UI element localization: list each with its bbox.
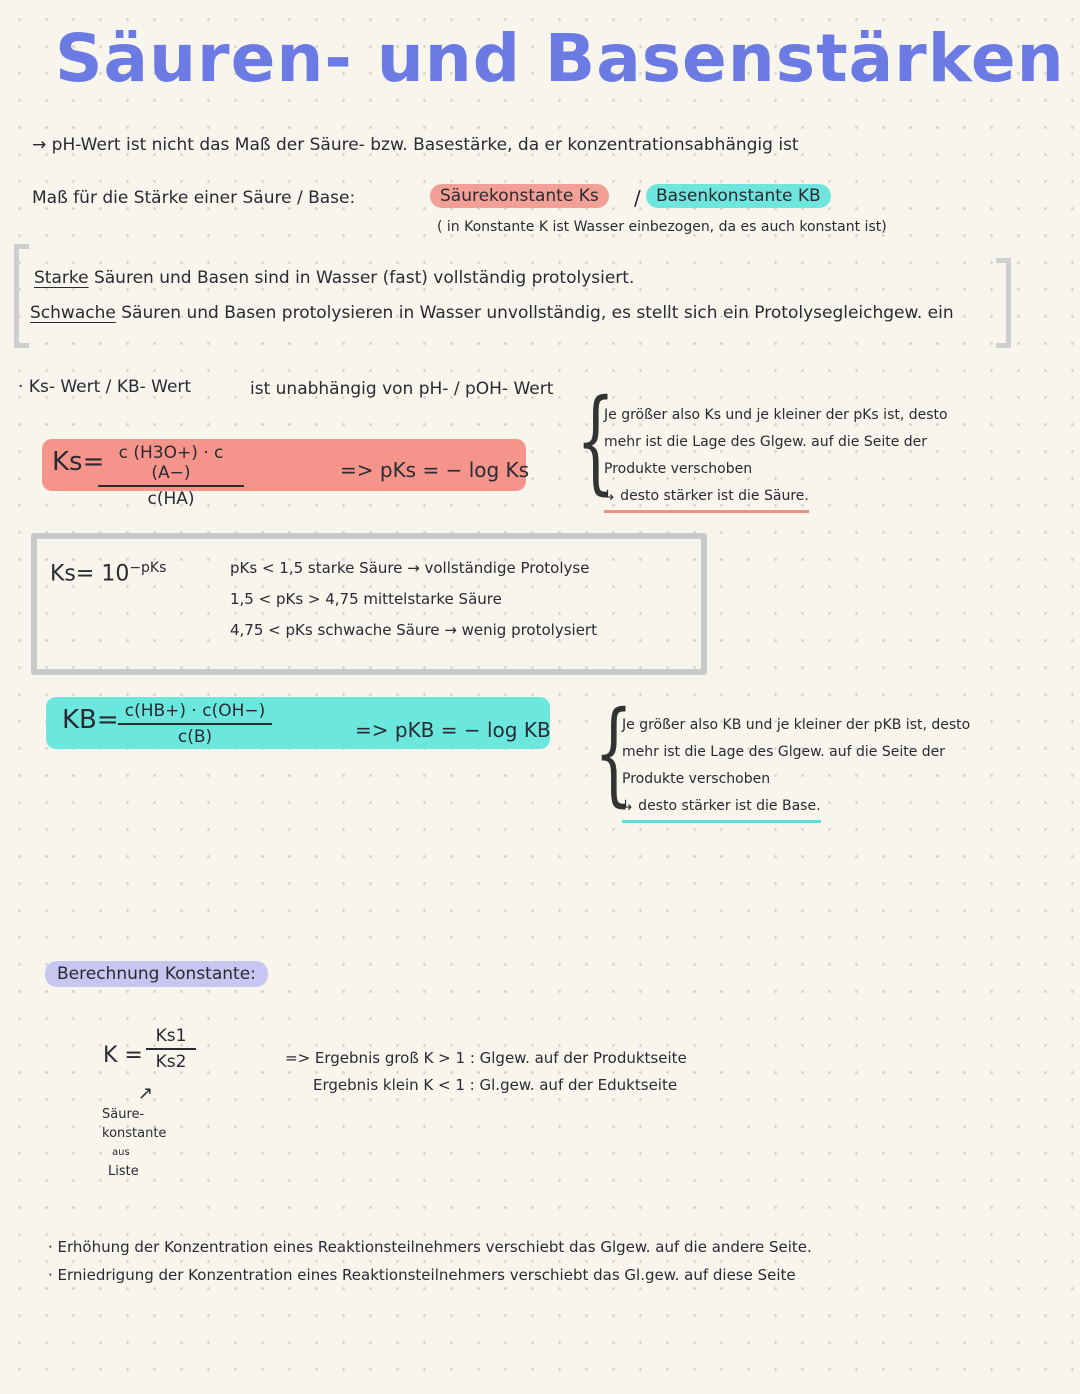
kb-lhs: KB=: [62, 705, 119, 735]
k-denominator: Ks2: [146, 1048, 196, 1072]
slash-divider: /: [634, 186, 641, 210]
kb-note-line2: mehr ist die Lage des Glgew. auf die Seite der: [622, 744, 946, 760]
pks-row-medium: 1,5 < pKs > 4,75 mittelstarke Säure: [230, 590, 502, 608]
ks-lhs: Ks=: [52, 447, 105, 477]
k-label-3: aus: [112, 1147, 130, 1158]
k-label-4: Liste: [108, 1164, 139, 1179]
ks-wert-label: · Ks- Wert / KB- Wert: [18, 377, 192, 397]
k-fraction: [146, 1026, 196, 1072]
k-label-1: Säure-: [102, 1107, 145, 1122]
weak-word: Schwache: [30, 303, 116, 323]
pks-row-weak: 4,75 < pKs schwache Säure → wenig protolysiert: [230, 621, 597, 639]
right-bracket: [996, 258, 1011, 348]
page-title: Säuren- und Basenstärken: [55, 20, 1065, 97]
ks-denominator: c(HA): [98, 485, 244, 509]
pks-classification: [230, 553, 597, 646]
pkb-result: => pKB = − log KB: [355, 718, 551, 742]
berechnung-heading: Berechnung Konstante:: [45, 961, 268, 987]
ks-note: [604, 402, 948, 513]
mass-label: Maß für die Stärke einer Säure / Base:: [32, 188, 356, 208]
kb-note-line1: Je größer also KB und je kleiner der pKB ist, desto: [622, 717, 971, 733]
ergebnis-klein: Ergebnis klein K < 1 : Gl.gew. auf der Eduktseite: [313, 1076, 678, 1094]
ergebnis-gross: => Ergebnis groß K > 1 : Glgew. auf der Produktseite: [285, 1049, 687, 1067]
k-label-2: konstante: [102, 1126, 167, 1141]
kb-denominator: c(B): [118, 723, 272, 747]
weak-line: [30, 303, 954, 323]
ergebnis-block: [285, 1045, 687, 1099]
strong-word: Starke: [34, 268, 89, 288]
brace-icon-2: {: [594, 688, 634, 818]
kb-fraction: [118, 701, 272, 747]
k-label: [102, 1105, 166, 1181]
ks-power-exp: −pKs: [129, 560, 167, 576]
pks-result: => pKs = − log Ks: [340, 458, 530, 482]
basenkonstante-highlight: Basenkonstante KB: [646, 184, 831, 208]
ks-power-formula: [50, 560, 166, 586]
brace-icon: {: [576, 376, 616, 506]
intro-text: → pH-Wert ist nicht das Maß der Säure- bzw. Basestärke, da er konzentrationsabhängig ist: [32, 135, 799, 155]
kb-note: [622, 712, 970, 823]
ks-note-line3: Produkte verschoben: [604, 461, 753, 477]
kb-note-line4: ↳ desto stärker ist die Base.: [622, 793, 821, 823]
weak-text: Säuren und Basen protolysieren in Wasser unvollständig, es stellt sich ein Protolysegleichgew. ein: [121, 303, 954, 323]
k-numerator: Ks1: [155, 1026, 187, 1046]
ks-note-line4: ↳ desto stärker ist die Säure.: [604, 483, 809, 513]
ks-unabhaengig: ist unabhängig von pH- / pOH- Wert: [250, 379, 554, 399]
ks-fraction: [98, 443, 244, 509]
bottom-note-increase: · Erhöhung der Konzentration eines Reaktionsteilnehmers verschiebt das Glgew. auf die andere Seite.: [48, 1238, 812, 1256]
ks-note-line2: mehr ist die Lage des Glgew. auf die Seite der: [604, 434, 928, 450]
konstante-note: ( in Konstante K ist Wasser einbezogen, da es auch konstant ist): [437, 219, 887, 235]
arrow-up-icon: ↗: [138, 1083, 154, 1104]
k-lhs: K =: [103, 1043, 143, 1068]
bottom-note-decrease: · Erniedrigung der Konzentration eines Reaktionsteilnehmers verschiebt das Gl.gew. auf diese Seite: [48, 1266, 796, 1284]
strong-line: [34, 268, 634, 288]
saeurekonstante-highlight: Säurekonstante Ks: [430, 184, 609, 208]
kb-note-line3: Produkte verschoben: [622, 771, 771, 787]
ks-note-line1: Je größer also Ks und je kleiner der pKs ist, desto: [604, 407, 948, 423]
pks-row-strong: pKs < 1,5 starke Säure → vollständige Protolyse: [230, 559, 590, 577]
ks-power-base: Ks= 10: [50, 561, 130, 587]
ks-numerator: c (H3O+) · c (A−): [118, 443, 224, 483]
left-bracket: [14, 244, 29, 348]
strong-text: Säuren und Basen sind in Wasser (fast) vollständig protolysiert.: [93, 268, 635, 288]
kb-numerator: c(HB+) · c(OH−): [124, 701, 266, 721]
bottom-notes: [48, 1233, 812, 1289]
